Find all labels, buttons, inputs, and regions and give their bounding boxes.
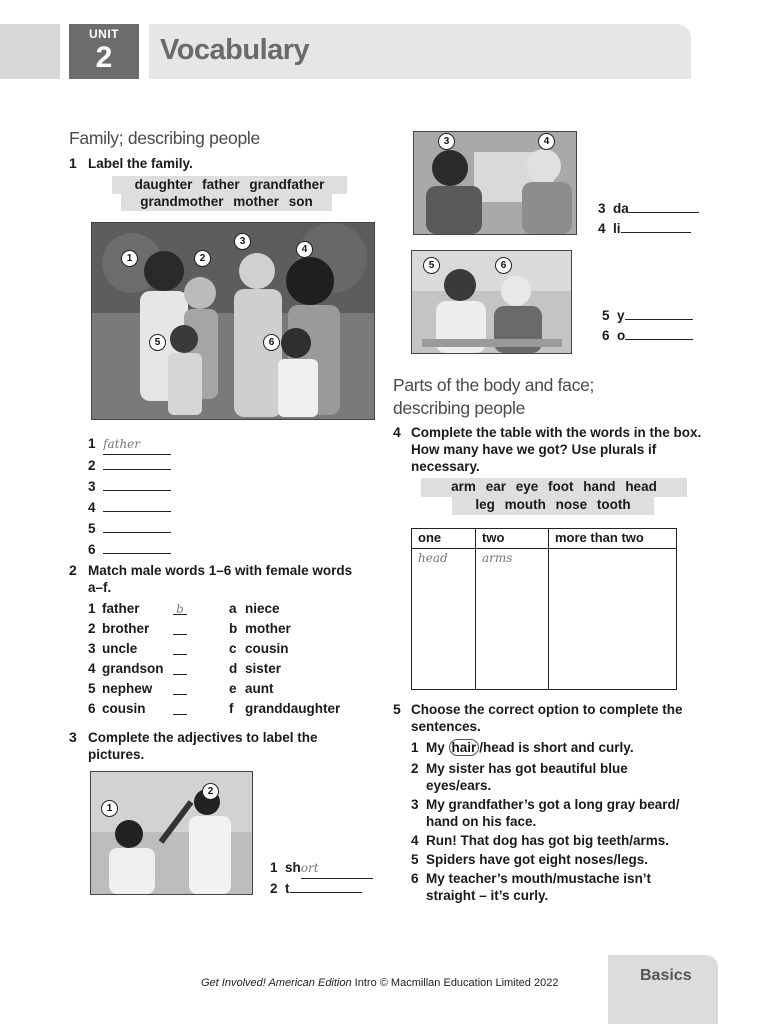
list-item: 3 uncle c cousin [88,641,289,656]
cell-two[interactable]: arms [476,549,549,690]
adjective-field[interactable] [290,878,362,893]
list-item: 5 nephew e aunt [88,681,274,696]
q4-instruction: Complete the table with the words in the box. How many have we got? Use plurals if necessary. [411,425,702,474]
adjective-field[interactable] [629,198,699,213]
word: grandfather [249,177,325,192]
q3-number: 3 [69,729,77,745]
page-title: Vocabulary [160,34,310,66]
list-item: 5 [88,518,208,539]
answer-field[interactable] [103,497,171,512]
q2-number: 2 [69,562,77,578]
footer-copyright: Get Involved! American Edition Intro © Macmillan Education Limited 2022 [201,977,559,989]
word: nose [555,497,588,512]
list-item: 6 [88,539,208,560]
section-title-family: Family; describing people [69,128,260,148]
word: grandmother [140,194,224,209]
adjective-field[interactable] [625,305,693,320]
list-item: 2 brother b mother [88,621,291,636]
family-photo [91,222,375,420]
list-item: 6 cousin f granddaughter [88,701,341,716]
marker-5: 5 [423,257,440,274]
marker-4: 4 [296,241,313,258]
list-item: 4 [88,497,208,518]
q3-item-1: 1 short [270,858,373,879]
marker-6: 6 [263,334,280,351]
q5-sentence-list [411,739,711,904]
word: hand [583,479,616,494]
q1-instruction: Label the family. [88,156,193,171]
cell-one[interactable]: head [412,549,476,690]
word: mouth [504,497,546,512]
unit-label: UNIT [89,27,119,41]
marker-1: 1 [101,800,118,817]
col-header-one: one [412,529,476,549]
adjective-field[interactable]: ort [301,858,373,879]
adjective-field[interactable] [625,325,693,340]
q2-match-list [88,599,368,719]
list-item: 2 My sister has got beautiful blue eyes/ears. [411,761,628,793]
match-answer[interactable] [173,699,187,715]
photo-young-old [411,250,572,354]
match-answer[interactable] [173,619,187,635]
match-answer[interactable] [173,679,187,695]
q1-answer-list [88,434,208,560]
unit-badge [69,24,139,79]
basics-tab[interactable] [608,955,718,1024]
match-answer[interactable] [173,639,187,655]
word: leg [475,497,495,512]
q4-wordbox-line2 [452,496,654,515]
word: eye [515,479,539,494]
q3-item-4: 4 li [598,218,691,239]
adjective-field[interactable] [621,218,691,233]
marker-6: 6 [495,257,512,274]
q1-wordbox-line2 [121,193,332,211]
marker-2: 2 [194,250,211,267]
marker-1: 1 [121,250,138,267]
list-item: 3 [88,476,208,497]
body-parts-table [411,528,677,690]
list-item: 1 My hair /head is short and curly. [411,740,634,755]
unit-number: 2 [95,41,113,74]
list-item: 4 grandson d sister [88,661,282,676]
q4-wordbox-line1 [421,478,687,497]
photo-short-tall-illustration [91,772,252,894]
word: arm [451,479,476,494]
match-answer[interactable] [173,659,187,675]
marker-4: 4 [538,133,555,150]
word: mother [233,194,279,209]
list-item: 2 [88,455,208,476]
table-header-row [412,529,677,549]
q3-item-3: 3 da [598,198,699,219]
q3-instruction: Complete the adjectives to label the pictures. [88,730,318,762]
word: son [288,194,313,209]
table-row [412,549,677,690]
marker-3: 3 [438,133,455,150]
q5-instruction: Choose the correct option to complete the sentences. [411,702,683,734]
footer-book-title: Get Involved! American Edition [201,977,352,989]
marker-3: 3 [234,233,251,250]
q1-number: 1 [69,155,77,171]
marker-2: 2 [202,783,219,800]
word: foot [548,479,574,494]
match-answer[interactable]: b [173,599,187,615]
list-item: 5 Spiders have got eight noses/legs. [411,852,649,867]
word: ear [485,479,506,494]
q2-instruction: Match male words 1–6 with female words a–f. [88,563,353,595]
col-header-two: two [476,529,549,549]
col-header-more: more than two [549,529,677,549]
word: tooth [596,497,631,512]
word: father [202,177,240,192]
basics-tab-label: Basics [640,967,692,984]
answer-field[interactable] [103,539,171,554]
list-item: 1 father [88,434,208,455]
list-item: 6 My teacher’s mouth/mustache isn’t straight – it’s curly. [411,871,652,903]
header-left-band [0,24,60,79]
marker-5: 5 [149,334,166,351]
section-title-body: Parts of the body and face; describing people [393,375,595,418]
list-item: 3 My grandfather’s got a long gray beard/ hand on his face. [411,797,680,829]
photo-dark-light [413,131,577,235]
answer-field[interactable] [103,455,171,470]
word: daughter [134,177,193,192]
word: head [625,479,657,494]
title-bar [149,24,691,79]
q3-item-5: 5 y [602,305,693,326]
q3-item-6: 6 o [602,325,693,346]
list-item: 4 Run! That dog has got big teeth/arms. [411,833,669,848]
answer-field[interactable] [103,476,171,491]
q4-number: 4 [393,424,401,440]
photo-short-tall [90,771,253,895]
answer-field[interactable] [103,518,171,533]
q5-number: 5 [393,701,401,717]
q1-wordbox-line1 [112,176,347,194]
answer-field[interactable]: father [103,434,171,455]
cell-more[interactable] [549,549,677,690]
circled-option[interactable]: hair [449,739,480,756]
list-item: 1 father b a niece [88,601,280,616]
q3-item-2: 2 t [270,878,362,899]
